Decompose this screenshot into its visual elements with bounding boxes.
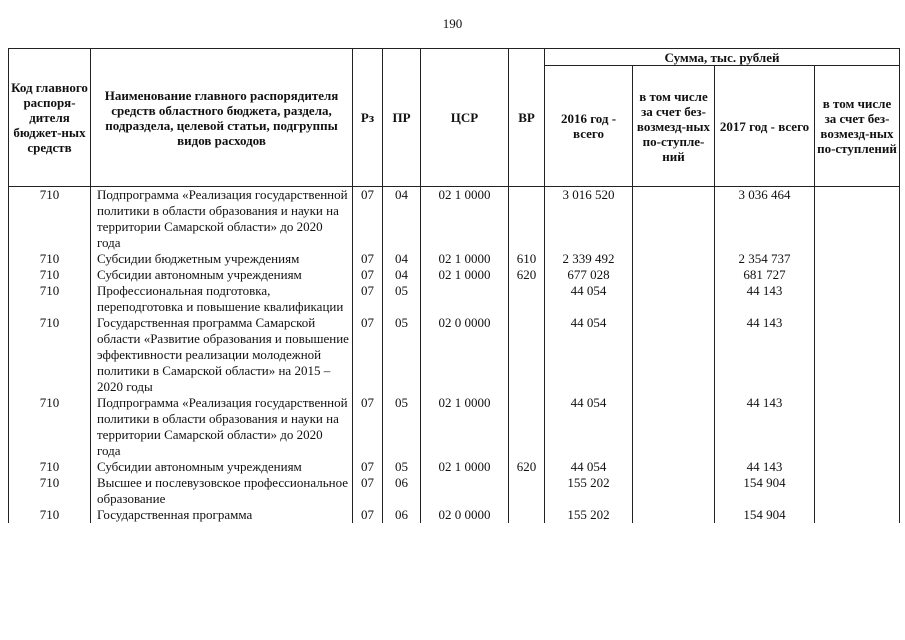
header-2016-total: 2016 год - всего xyxy=(545,66,633,187)
row-csr xyxy=(421,475,509,507)
row-2016-total: 2 339 492 xyxy=(545,251,633,267)
row-2017-free xyxy=(815,315,900,395)
row-vr xyxy=(509,315,545,395)
row-rz: 07 xyxy=(353,315,383,395)
row-vr: 620 xyxy=(509,267,545,283)
row-2017-total: 3 036 464 xyxy=(715,187,815,252)
row-pr: 04 xyxy=(383,251,421,267)
row-pr: 05 xyxy=(383,283,421,315)
row-pr: 06 xyxy=(383,475,421,507)
table-row xyxy=(9,459,900,475)
header-2017-free: в том числе за счет без-возмезд-ных по-ступлений xyxy=(815,66,900,187)
row-csr xyxy=(421,283,509,315)
row-rz: 07 xyxy=(353,507,383,523)
row-2016-total: 44 054 xyxy=(545,395,633,459)
row-name: Государственная программа Самарской области «Развитие образования и повышение эффективности реализации молодежной политики в Самарской области» на 2015 – 2020 годы xyxy=(91,315,353,395)
row-rz: 07 xyxy=(353,459,383,475)
row-rz: 07 xyxy=(353,251,383,267)
row-2017-total: 154 904 xyxy=(715,475,815,507)
header-2017-total: 2017 год - всего xyxy=(715,66,815,187)
row-2017-free xyxy=(815,395,900,459)
row-2017-total: 44 143 xyxy=(715,395,815,459)
table-header xyxy=(9,49,900,187)
row-vr: 610 xyxy=(509,251,545,267)
row-rz: 07 xyxy=(353,395,383,459)
header-rz: Рз xyxy=(353,49,383,187)
header-code: Код главного распоря-дителя бюджет-ных средств xyxy=(9,49,91,187)
row-2016-total: 44 054 xyxy=(545,459,633,475)
row-csr: 02 0 0000 xyxy=(421,507,509,523)
row-pr: 05 xyxy=(383,315,421,395)
row-rz: 07 xyxy=(353,187,383,252)
budget-table xyxy=(8,48,900,523)
row-vr xyxy=(509,507,545,523)
row-vr xyxy=(509,283,545,315)
table-body xyxy=(9,187,900,524)
row-vr: 620 xyxy=(509,459,545,475)
row-name: Подпрограмма «Реализация государственной политики в области образования и науки на территории Самарской области» до 2020 года xyxy=(91,395,353,459)
row-code: 710 xyxy=(9,475,91,507)
row-code: 710 xyxy=(9,507,91,523)
table-row xyxy=(9,507,900,523)
row-csr: 02 1 0000 xyxy=(421,251,509,267)
header-name: Наименование главного распорядителя средств областного бюджета, раздела, подраздела, целевой статьи, подгруппы видов расходов xyxy=(91,49,353,187)
row-csr: 02 1 0000 xyxy=(421,395,509,459)
row-code: 710 xyxy=(9,315,91,395)
header-csr: ЦСР xyxy=(421,49,509,187)
row-2017-free xyxy=(815,283,900,315)
row-vr xyxy=(509,187,545,252)
row-code: 710 xyxy=(9,267,91,283)
table-row xyxy=(9,395,900,459)
row-2016-total: 3 016 520 xyxy=(545,187,633,252)
row-code: 710 xyxy=(9,459,91,475)
row-pr: 06 xyxy=(383,507,421,523)
row-rz: 07 xyxy=(353,283,383,315)
header-sum: Сумма, тыс. рублей xyxy=(545,49,900,66)
table-row xyxy=(9,475,900,507)
row-2017-free xyxy=(815,267,900,283)
row-name: Высшее и послевузовское профессиональное образование xyxy=(91,475,353,507)
row-2016-free xyxy=(633,459,715,475)
header-vr: ВР xyxy=(509,49,545,187)
row-csr: 02 1 0000 xyxy=(421,187,509,252)
row-name: Профессиональная подготовка, переподготовка и повышение квалификации xyxy=(91,283,353,315)
row-pr: 04 xyxy=(383,267,421,283)
row-2017-free xyxy=(815,187,900,252)
row-code: 710 xyxy=(9,395,91,459)
row-2017-total: 44 143 xyxy=(715,315,815,395)
row-2016-free xyxy=(633,251,715,267)
row-vr xyxy=(509,475,545,507)
row-2017-total: 2 354 737 xyxy=(715,251,815,267)
row-2016-total: 44 054 xyxy=(545,283,633,315)
row-csr: 02 0 0000 xyxy=(421,315,509,395)
header-pr: ПР xyxy=(383,49,421,187)
header-2016-free: в том числе за счет без-возмезд-ных по-ступле-ний xyxy=(633,66,715,187)
row-2016-free xyxy=(633,475,715,507)
table-row xyxy=(9,251,900,267)
table-row xyxy=(9,283,900,315)
row-2017-free xyxy=(815,507,900,523)
row-code: 710 xyxy=(9,187,91,252)
row-pr: 05 xyxy=(383,459,421,475)
row-2016-total: 677 028 xyxy=(545,267,633,283)
row-csr: 02 1 0000 xyxy=(421,459,509,475)
row-2017-free xyxy=(815,475,900,507)
row-name: Субсидии автономным учреждениям xyxy=(91,459,353,475)
row-2016-free xyxy=(633,507,715,523)
row-2017-free xyxy=(815,459,900,475)
row-rz: 07 xyxy=(353,267,383,283)
row-code: 710 xyxy=(9,251,91,267)
row-2016-free xyxy=(633,395,715,459)
row-2017-free xyxy=(815,251,900,267)
row-2017-total: 154 904 xyxy=(715,507,815,523)
row-2016-total: 44 054 xyxy=(545,315,633,395)
row-csr: 02 1 0000 xyxy=(421,267,509,283)
row-2016-free xyxy=(633,187,715,252)
row-2017-total: 44 143 xyxy=(715,459,815,475)
row-rz: 07 xyxy=(353,475,383,507)
row-vr xyxy=(509,395,545,459)
row-2017-total: 44 143 xyxy=(715,283,815,315)
row-name: Субсидии бюджетным учреждениям xyxy=(91,251,353,267)
table-row xyxy=(9,315,900,395)
row-code: 710 xyxy=(9,283,91,315)
row-2016-free xyxy=(633,267,715,283)
row-2016-free xyxy=(633,315,715,395)
row-name: Подпрограмма «Реализация государственной политики в области образования и науки на территории Самарской области» до 2020 года xyxy=(91,187,353,252)
row-2017-total: 681 727 xyxy=(715,267,815,283)
row-name: Государственная программа xyxy=(91,507,353,523)
row-2016-total: 155 202 xyxy=(545,507,633,523)
row-2016-free xyxy=(633,283,715,315)
row-2016-total: 155 202 xyxy=(545,475,633,507)
table-row xyxy=(9,267,900,283)
page-number: 190 xyxy=(442,16,463,31)
row-pr: 04 xyxy=(383,187,421,252)
table-row xyxy=(9,187,900,252)
row-name: Субсидии автономным учреждениям xyxy=(91,267,353,283)
row-pr: 05 xyxy=(383,395,421,459)
